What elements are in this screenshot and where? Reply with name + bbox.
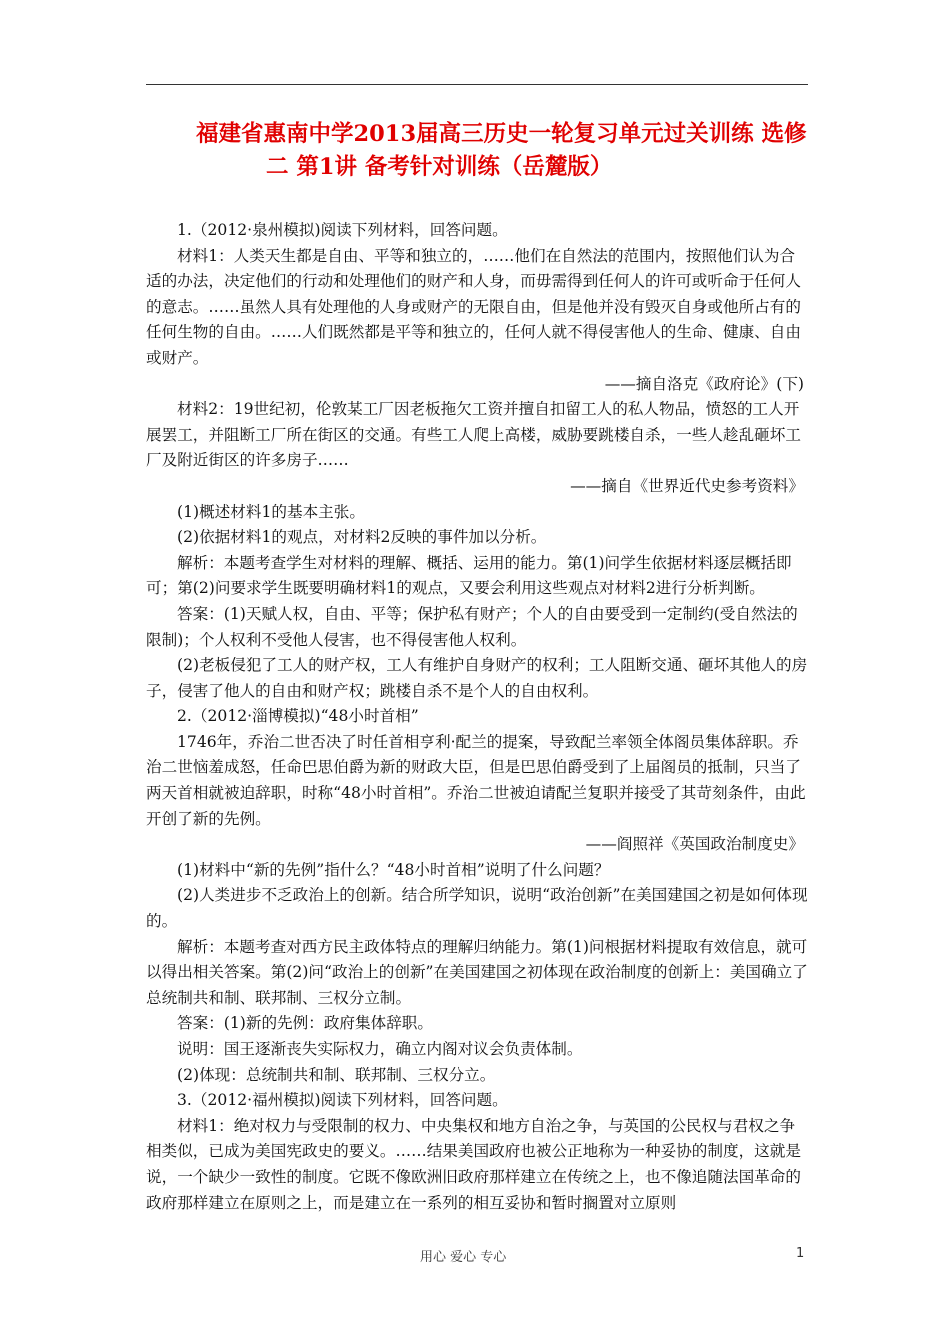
paragraph: 解析：本题考查对西方民主政体特点的理解归纳能力。第(1)问根据材料提取有效信息，就可以得出相关答案。第(2)问“政治上的创新”在美国建国之初体现在政治制度的创新上：美国确立了总统制共和制、联邦制、三权分立制。 [146, 937, 808, 1007]
paragraph: 答案：(1)天赋人权，自由、平等；保护私有财产；个人的自由要受到一定制约(受自然法的限制)；个人权利不受他人侵害，也不得侵害他人权利。 [146, 604, 798, 649]
paragraph: 3.（2012·福州模拟)阅读下列材料，回答问题。 [177, 1091, 508, 1110]
paragraph: 材料2：19世纪初，伦敦某工厂因老板拖欠工资并擅自扣留工人的私人物品，愤怒的工人开展罢工，并阻断工厂所在街区的交通。有些工人爬上高楼，威胁要跳楼自杀，一些人趁乱砸坏工厂及附近街区的许多房子…… [146, 400, 801, 470]
paragraph: 材料1：绝对权力与受限制的权力、中央集权和地方自治之争，与英国的公民权与君权之争相类似，已成为美国宪政史的要义。……结果美国政府也被公正地称为一种妥协的制度，这就是说，一个缺少一致性的制度。它既不像欧洲旧政府那样建立在传统之上，也不像追随法国革命的政府那样建立在原则之上，而是建立在一系列的相互妥协和暂时搁置对立原则 [146, 1116, 801, 1212]
page-number: 1 [796, 1246, 805, 1261]
paragraph: 1.（2012·泉州模拟)阅读下列材料，回答问题。 [177, 221, 508, 239]
paragraph: 1746年，乔治二世否决了时任首相亨利·配兰的提案，导致配兰率领全体阁员集体辞职。乔治二世恼羞成怒，任命巴思伯爵为新的财政大臣，但是巴思伯爵受到了上届阁员的抵制，只当了两天首相就被迫辞职，时称“48小时首相”。乔治二世被迫请配兰复职并接受了其苛刻条件，由此开创了新的先例。 [146, 732, 806, 828]
document-body [146, 218, 810, 1216]
paragraph: 2.（2012·淄博模拟)“48小时首相” [177, 707, 419, 726]
title-line-1: 福建省惠南中学2013届高三历史一轮复习单元过关训练 选修 [196, 121, 807, 147]
document-title [140, 118, 820, 184]
paragraph: 说明：国王逐渐丧失实际权力，确立内阁对议会负责体制。 [177, 1040, 583, 1058]
title-line-2: 二 第1讲 备考针对训练（岳麓版） [266, 154, 613, 180]
source-citation: ——摘自《世界近代史参考资料》 [570, 476, 804, 495]
paragraph: (2)体现：总统制共和制、联邦制、三权分立。 [177, 1065, 496, 1084]
header-rule [146, 84, 808, 85]
paragraph: (1)材料中“新的先例”指什么？“48小时首相”说明了什么问题？ [177, 860, 610, 879]
paragraph: (1)概述材料1的基本主张。 [177, 502, 365, 521]
source-citation: ——阎照祥《英国政治制度史》 [585, 835, 804, 854]
paragraph: (2)依据材料1的观点，对材料2反映的事件加以分析。 [177, 528, 547, 547]
source-citation: ——摘自洛克《政府论》(下) [604, 374, 804, 393]
paragraph: 材料1：人类天生都是自由、平等和独立的，……他们在自然法的范围内，按照他们认为合适的办法，决定他们的行动和处理他们的财产和人身，而毋需得到任何人的许可或听命于任何人的意志。……虽然人具有处理他的人身或财产的无限自由，但是他并没有毁灭自身或他所占有的任何生物的自由。……人们既然都是平等和独立的，任何人就不得侵害他人的生命、健康、自由或财产。 [146, 246, 801, 367]
paragraph: (2)老板侵犯了工人的财产权，工人有维护自身财产的权利；工人阻断交通、砸坏其他人的房子，侵害了他人的自由和财产权；跳楼自杀不是个人的自由权利。 [146, 656, 808, 700]
paragraph: 解析：本题考查学生对材料的理解、概括、运用的能力。第(1)问学生依据材料逐层概括即可；第(2)问要求学生既要明确材料1的观点，又要会利用这些观点对材料2进行分析判断。 [146, 553, 792, 598]
paragraph: (2)人类进步不乏政治上的创新。结合所学知识，说明“政治创新”在美国建国之初是如何体现的。 [146, 886, 808, 931]
paragraph: 答案：(1)新的先例：政府集体辞职。 [177, 1014, 433, 1033]
page-footer [0, 1246, 950, 1266]
footer-slogan: 用心 爱心 专心 [420, 1250, 507, 1265]
